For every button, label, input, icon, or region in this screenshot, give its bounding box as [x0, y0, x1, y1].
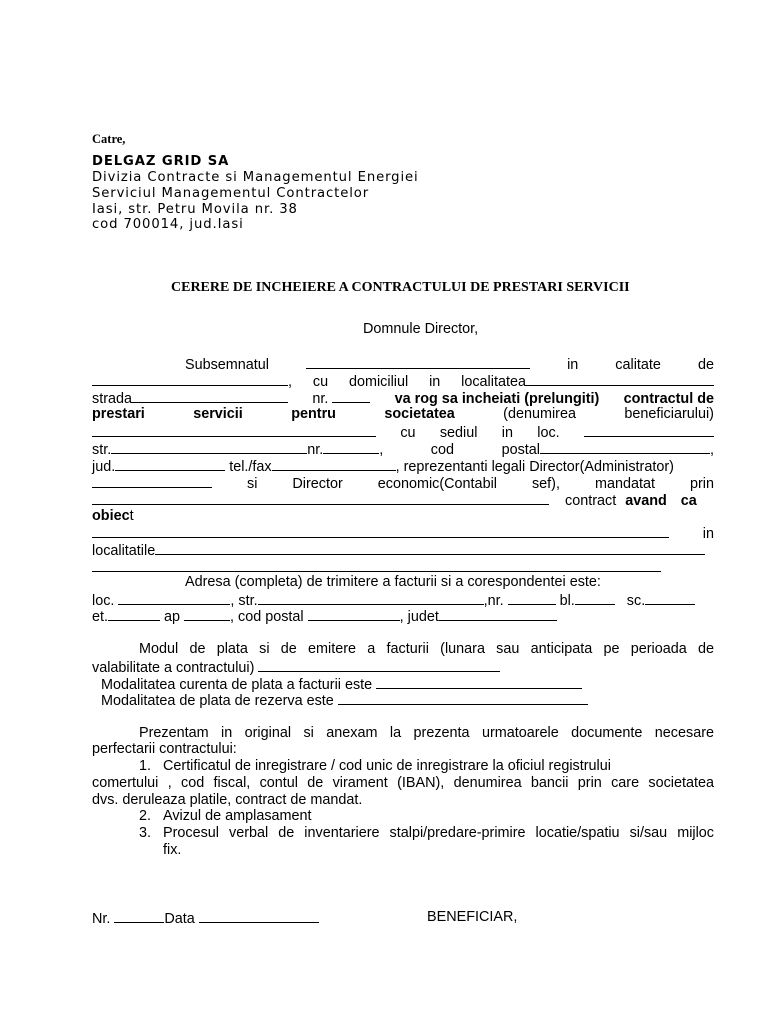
addr-loc-blank[interactable] [118, 591, 230, 605]
word: de [697, 357, 714, 373]
word: (denumirea [503, 406, 576, 422]
addr-sc-blank[interactable] [645, 591, 695, 605]
document-item-number: 2. [139, 808, 152, 824]
word: sef), [531, 476, 560, 492]
addressee-line: Serviciul Managementul Contractelor [92, 186, 370, 201]
word: avand [625, 493, 667, 509]
document-item-number: 1. [139, 758, 152, 774]
hq-street-blank[interactable] [111, 440, 307, 454]
word: mandatat [594, 476, 655, 492]
word: Director [292, 476, 343, 492]
word: in [567, 357, 579, 373]
locality-blank[interactable] [526, 372, 714, 386]
address-line-2 [92, 607, 557, 626]
economic-director-blank[interactable] [92, 491, 549, 505]
word: domiciliul [348, 374, 409, 390]
company-name: DELGAZ GRID SA [92, 154, 230, 169]
footer-nr-blank[interactable] [114, 909, 164, 923]
word: postal [501, 442, 540, 458]
word: , reprezentanti legali Director(Administrator) [395, 459, 674, 475]
word: , [710, 442, 714, 458]
word: t [129, 508, 134, 524]
addr-judet-blank[interactable] [439, 607, 557, 621]
capacity-blank[interactable] [92, 372, 288, 386]
payment-reserve-blank[interactable] [338, 691, 588, 705]
word: sc. [626, 593, 646, 609]
word: servicii [193, 406, 243, 422]
word: localitatea [461, 374, 526, 390]
addr-nr-blank[interactable] [508, 591, 556, 605]
addr-et-blank[interactable] [108, 607, 160, 621]
word: cod [430, 442, 454, 458]
beneficiary-blank[interactable] [92, 423, 376, 437]
address-heading: Adresa (completa) de trimitere a facturii si a corespondentei este: [185, 574, 601, 590]
street-blank[interactable] [132, 389, 288, 403]
document-item-text: Avizul de amplasament [163, 808, 312, 824]
document-item-text: comertului , cod fiscal, contul de virament (IBAN), denumirea bancii prin care societatea [92, 775, 714, 791]
word: economic(Contabil [377, 476, 497, 492]
salutation: Domnule Director, [363, 321, 479, 337]
addr-postal-blank[interactable] [308, 607, 400, 621]
word: calitate [615, 357, 661, 373]
word: ,nr. [483, 593, 504, 609]
name-blank[interactable] [306, 355, 530, 369]
word: contractul de [623, 391, 714, 407]
word: nr. [312, 391, 329, 407]
word: cu [312, 374, 329, 390]
word: valabilitate a contractului) [92, 660, 255, 676]
document-item-text: fix. [163, 842, 182, 858]
payment-current-blank[interactable] [376, 675, 582, 689]
document-item-text: Procesul verbal de inventariere stalpi/predare-primire locatie/spatiu si/sau mijloc [163, 825, 714, 841]
word: , [379, 442, 384, 458]
word: strada [92, 391, 132, 407]
word: obiec [92, 508, 130, 524]
addressee-line: cod 700014, jud.Iasi [92, 217, 244, 232]
payment-mode-blank[interactable] [258, 658, 500, 672]
document-title: CERERE DE INCHEIERE A CONTRACTULUI DE PRESTARI SERVICII [171, 280, 630, 295]
word: cu [400, 425, 416, 441]
word: ca [680, 493, 697, 509]
payment-reserve-line [101, 691, 588, 710]
word: bl. [559, 593, 575, 609]
word: contract [565, 493, 617, 509]
word: in [429, 374, 441, 390]
word: in [702, 526, 714, 542]
word: tel./fax [229, 459, 272, 475]
word: et. [92, 609, 108, 625]
word: pentru [291, 406, 336, 422]
word: Data [164, 911, 195, 927]
word: beneficiarului) [624, 406, 714, 422]
addressee-line: Divizia Contracte si Managementul Energiei [92, 170, 419, 185]
payment-mode-line-1: Modul de plata si de emitere a facturii (lunara sau anticipata pe perioada de [139, 641, 714, 657]
hq-locality-blank[interactable] [584, 423, 714, 437]
catre-label: Catre, [92, 132, 126, 146]
localities-blank-2[interactable] [92, 558, 661, 572]
word: Subsemnatul [185, 357, 269, 373]
word: in [501, 425, 513, 441]
beneficiary-signature-label: BENEFICIAR, [427, 909, 518, 925]
word: jud. [92, 459, 116, 475]
word: Modalitatea de plata de rezerva este [101, 693, 334, 709]
document-item-number: 3. [139, 825, 152, 841]
postal-code-blank[interactable] [540, 440, 710, 454]
word: , str. [230, 593, 258, 609]
documents-intro-line-1: Prezentam in original si anexam la prezenta urmatoarele documente necesare [139, 725, 714, 741]
object-blank[interactable] [92, 524, 669, 538]
body-line-9 [92, 491, 714, 510]
body-line-4 [92, 406, 714, 423]
word: , judet [399, 609, 439, 625]
word: Modalitatea curenta de plata a facturii este [101, 677, 373, 693]
footer-date-blank[interactable] [199, 909, 319, 923]
addr-bl-blank[interactable] [575, 591, 615, 605]
word: localitatile [92, 543, 156, 559]
localities-blank[interactable] [155, 541, 705, 555]
word: prestari [92, 406, 145, 422]
addr-ap-blank[interactable] [184, 607, 230, 621]
director-blank[interactable] [92, 474, 212, 488]
addr-str-blank[interactable] [258, 591, 484, 605]
footer-nr-data [92, 909, 319, 928]
document-item-text: dvs. deruleaza platile, contract de mandat. [92, 792, 363, 808]
word: societatea [384, 406, 455, 422]
word: , cod postal [230, 609, 304, 625]
body-line-10 [92, 508, 134, 525]
addressee-line: Iasi, str. Petru Movila nr. 38 [92, 202, 298, 217]
word: loc. [92, 593, 115, 609]
word: sediul [439, 425, 478, 441]
word: ap [164, 609, 181, 625]
word: Nr. [92, 911, 111, 927]
phone-blank[interactable] [272, 457, 396, 471]
hq-number-blank[interactable] [323, 440, 379, 454]
word: si [247, 476, 258, 492]
documents-intro-line-2: perfectarii contractului: [92, 741, 237, 757]
word: str. [92, 442, 112, 458]
county-blank[interactable] [115, 457, 225, 471]
word: nr. [307, 442, 324, 458]
number-blank[interactable] [332, 389, 370, 403]
word: , [288, 374, 292, 390]
word: va rog sa incheiati (prelungiti) [394, 391, 600, 407]
word: loc. [537, 425, 560, 441]
word: prin [689, 476, 714, 492]
document-item-text: Certificatul de inregistrare / cod unic de inregistrare la oficiul registrului [163, 758, 611, 774]
